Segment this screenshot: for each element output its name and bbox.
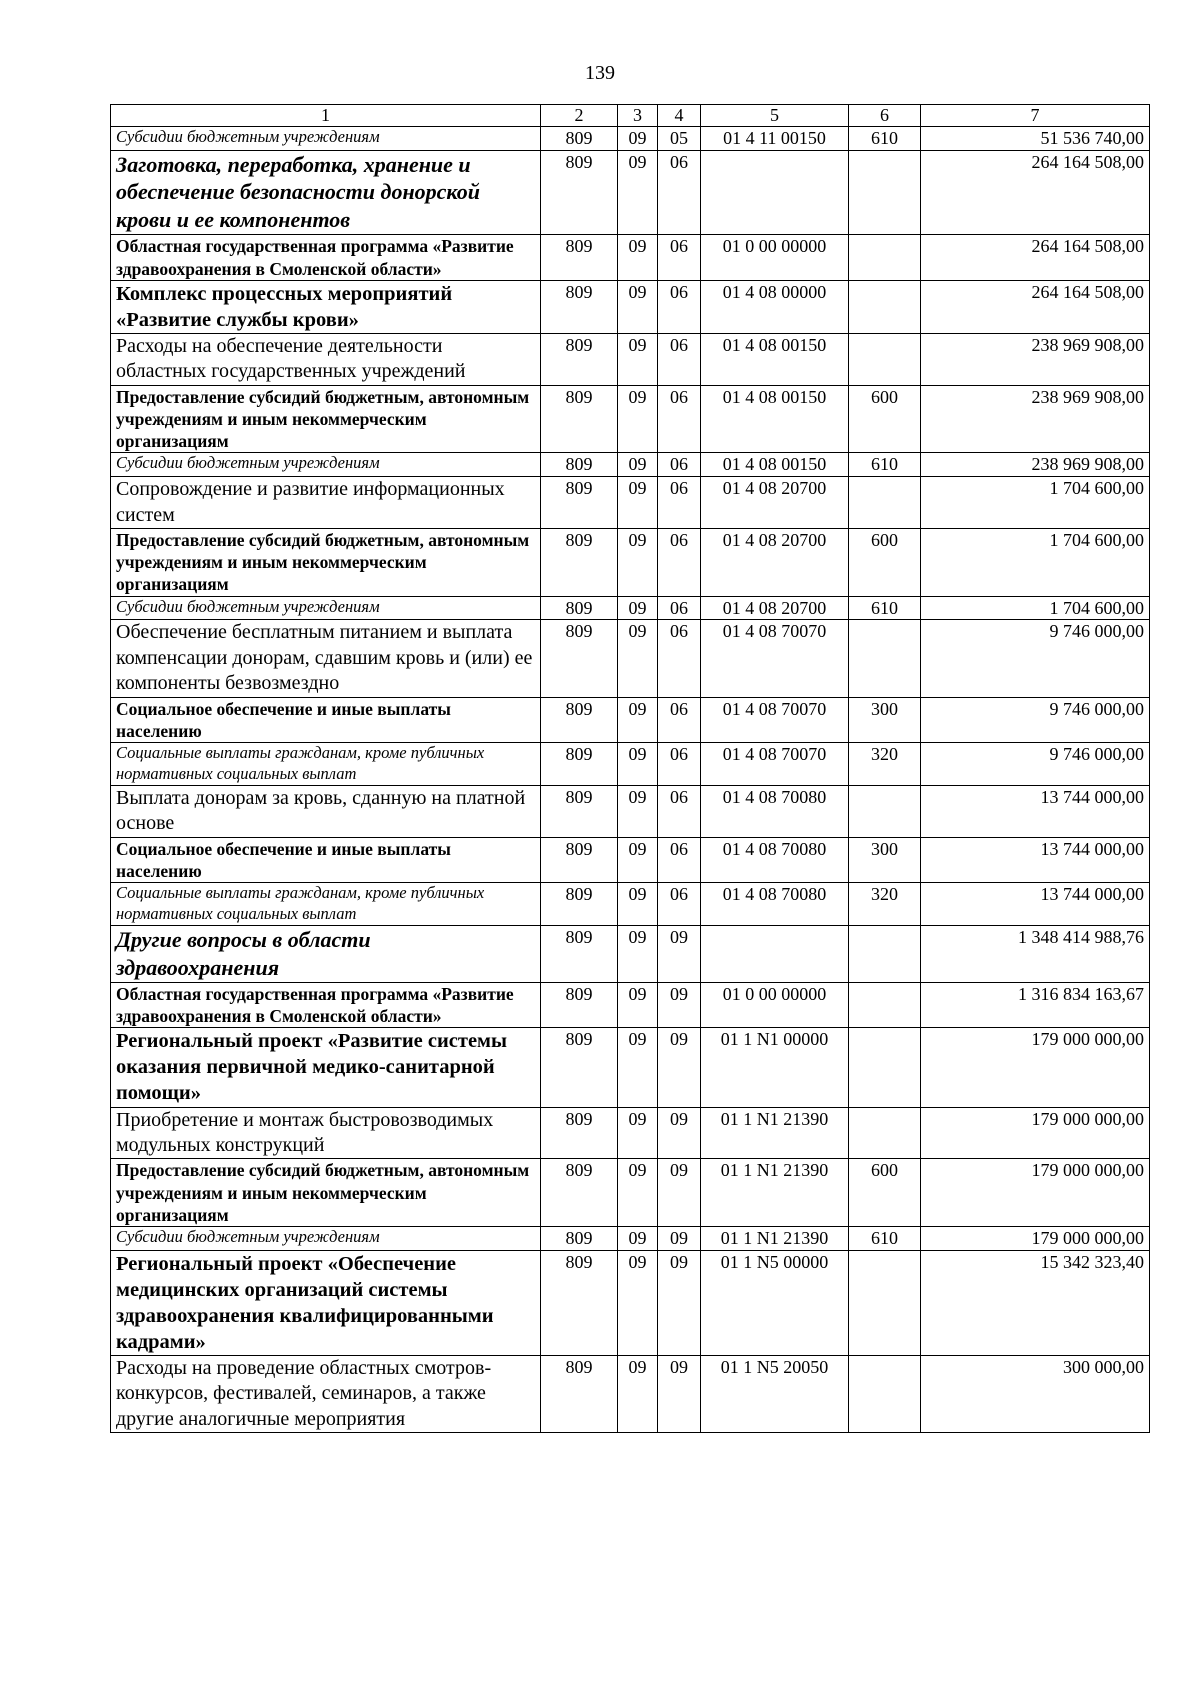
table-row: [111, 477, 1150, 529]
amount-cell: 1 704 600,00: [921, 528, 1150, 596]
item-name-cell: Расходы на проведение областных смотров-конкурсов, фестивалей, семинаров, а также другие аналогичные мероприятия: [111, 1355, 541, 1432]
target-article-cell: 01 1 N5 20050: [701, 1355, 849, 1432]
amount-cell: 13 744 000,00: [921, 837, 1150, 882]
item-name-cell: Другие вопросы в области здравоохранения: [111, 926, 541, 983]
table-row: [111, 1355, 1150, 1432]
item-name-cell: Субсидии бюджетным учреждениям: [111, 453, 541, 477]
section-code-cell: 09: [618, 528, 658, 596]
subsection-code-cell: 06: [658, 150, 701, 235]
target-article-cell: 01 4 08 00150: [701, 385, 849, 453]
section-code-cell: 09: [618, 280, 658, 333]
target-article-cell: 01 4 08 70070: [701, 743, 849, 786]
amount-cell: 9 746 000,00: [921, 620, 1150, 697]
target-article-cell: 01 4 08 70070: [701, 697, 849, 742]
table-row: [111, 333, 1150, 385]
section-code-cell: 09: [618, 477, 658, 529]
ministry-code-cell: 809: [541, 1028, 618, 1107]
ministry-code-cell: 809: [541, 620, 618, 697]
subsection-code-cell: 06: [658, 743, 701, 786]
subsection-code-cell: 09: [658, 926, 701, 983]
table-header-row: [111, 105, 1150, 127]
ministry-code-cell: 809: [541, 385, 618, 453]
table-row: [111, 743, 1150, 786]
expense-type-cell: 600: [849, 1159, 921, 1227]
section-code-cell: 09: [618, 926, 658, 983]
subsection-code-cell: 06: [658, 620, 701, 697]
section-code-cell: 09: [618, 982, 658, 1027]
expense-type-cell: [849, 477, 921, 529]
amount-cell: 1 704 600,00: [921, 477, 1150, 529]
table-body: [111, 105, 1150, 1433]
ministry-code-cell: 809: [541, 333, 618, 385]
expense-type-cell: [849, 280, 921, 333]
table-row: [111, 1107, 1150, 1159]
expense-type-cell: 610: [849, 126, 921, 150]
item-name-cell: Областная государственная программа «Развитие здравоохранения в Смоленской области»: [111, 982, 541, 1027]
target-article-cell: 01 1 N1 21390: [701, 1159, 849, 1227]
target-article-cell: 01 4 11 00150: [701, 126, 849, 150]
expense-type-cell: 600: [849, 528, 921, 596]
section-code-cell: 09: [618, 596, 658, 620]
item-name-cell: Приобретение и монтаж быстровозводимых модульных конструкций: [111, 1107, 541, 1159]
subsection-code-cell: 06: [658, 837, 701, 882]
item-name-cell: Социальные выплаты гражданам, кроме публичных нормативных социальных выплат: [111, 743, 541, 786]
amount-cell: 264 164 508,00: [921, 235, 1150, 280]
subsection-code-cell: 09: [658, 1159, 701, 1227]
column-header: 5: [701, 105, 849, 127]
item-name-cell: Субсидии бюджетным учреждениям: [111, 126, 541, 150]
target-article-cell: 01 4 08 20700: [701, 528, 849, 596]
item-name-cell: Социальные выплаты гражданам, кроме публичных нормативных социальных выплат: [111, 883, 541, 926]
table-row: [111, 982, 1150, 1027]
section-code-cell: 09: [618, 697, 658, 742]
expense-type-cell: 320: [849, 743, 921, 786]
subsection-code-cell: 06: [658, 883, 701, 926]
subsection-code-cell: 09: [658, 1028, 701, 1107]
amount-cell: 238 969 908,00: [921, 453, 1150, 477]
target-article-cell: 01 0 00 00000: [701, 982, 849, 1027]
section-code-cell: 09: [618, 1028, 658, 1107]
target-article-cell: 01 4 08 00150: [701, 453, 849, 477]
item-name-cell: Областная государственная программа «Развитие здравоохранения в Смоленской области»: [111, 235, 541, 280]
target-article-cell: 01 0 00 00000: [701, 235, 849, 280]
subsection-code-cell: 06: [658, 280, 701, 333]
column-header: 2: [541, 105, 618, 127]
section-code-cell: 09: [618, 743, 658, 786]
item-name-cell: Предоставление субсидий бюджетным, автономным учреждениям и иным некоммерческим организациям: [111, 1159, 541, 1227]
amount-cell: 300 000,00: [921, 1355, 1150, 1432]
ministry-code-cell: 809: [541, 785, 618, 837]
expense-type-cell: [849, 620, 921, 697]
item-name-cell: Выплата донорам за кровь, сданную на платной основе: [111, 785, 541, 837]
table-row: [111, 837, 1150, 882]
subsection-code-cell: 06: [658, 333, 701, 385]
ministry-code-cell: 809: [541, 235, 618, 280]
amount-cell: 238 969 908,00: [921, 333, 1150, 385]
expense-type-cell: 610: [849, 453, 921, 477]
subsection-code-cell: 05: [658, 126, 701, 150]
section-code-cell: 09: [618, 883, 658, 926]
item-name-cell: Заготовка, переработка, хранение и обеспечение безопасности донорской крови и ее компонентов: [111, 150, 541, 235]
amount-cell: 264 164 508,00: [921, 280, 1150, 333]
ministry-code-cell: 809: [541, 1107, 618, 1159]
subsection-code-cell: 09: [658, 1250, 701, 1355]
item-name-cell: Расходы на обеспечение деятельности областных государственных учреждений: [111, 333, 541, 385]
expense-type-cell: 300: [849, 697, 921, 742]
amount-cell: 179 000 000,00: [921, 1028, 1150, 1107]
target-article-cell: 01 1 N5 00000: [701, 1250, 849, 1355]
ministry-code-cell: 809: [541, 477, 618, 529]
table-row: [111, 1226, 1150, 1250]
ministry-code-cell: 809: [541, 596, 618, 620]
expense-type-cell: 300: [849, 837, 921, 882]
item-name-cell: Предоставление субсидий бюджетным, автономным учреждениям и иным некоммерческим организациям: [111, 385, 541, 453]
expense-type-cell: [849, 150, 921, 235]
amount-cell: 264 164 508,00: [921, 150, 1150, 235]
target-article-cell: 01 1 N1 00000: [701, 1028, 849, 1107]
item-name-cell: Сопровождение и развитие информационных систем: [111, 477, 541, 529]
section-code-cell: 09: [618, 453, 658, 477]
table-row: [111, 235, 1150, 280]
target-article-cell: [701, 150, 849, 235]
item-name-cell: Региональный проект «Обеспечение медицинских организаций системы здравоохранения квалифицированными кадрами»: [111, 1250, 541, 1355]
ministry-code-cell: 809: [541, 1355, 618, 1432]
expense-type-cell: [849, 235, 921, 280]
expense-type-cell: [849, 1250, 921, 1355]
subsection-code-cell: 09: [658, 1355, 701, 1432]
table-row: [111, 385, 1150, 453]
column-header: 3: [618, 105, 658, 127]
item-name-cell: Социальное обеспечение и иные выплаты населению: [111, 837, 541, 882]
amount-cell: 179 000 000,00: [921, 1226, 1150, 1250]
section-code-cell: 09: [618, 1250, 658, 1355]
amount-cell: 51 536 740,00: [921, 126, 1150, 150]
page-number: 139: [585, 62, 615, 84]
subsection-code-cell: 06: [658, 528, 701, 596]
table-row: [111, 453, 1150, 477]
target-article-cell: 01 4 08 70080: [701, 837, 849, 882]
item-name-cell: Социальное обеспечение и иные выплаты населению: [111, 697, 541, 742]
item-name-cell: Региональный проект «Развитие системы оказания первичной медико-санитарной помощи»: [111, 1028, 541, 1107]
subsection-code-cell: 06: [658, 785, 701, 837]
section-code-cell: 09: [618, 1355, 658, 1432]
amount-cell: 9 746 000,00: [921, 743, 1150, 786]
section-code-cell: 09: [618, 1159, 658, 1227]
ministry-code-cell: 809: [541, 743, 618, 786]
target-article-cell: 01 4 08 20700: [701, 596, 849, 620]
item-name-cell: Субсидии бюджетным учреждениям: [111, 1226, 541, 1250]
expense-type-cell: 320: [849, 883, 921, 926]
target-article-cell: 01 1 N1 21390: [701, 1226, 849, 1250]
table-row: [111, 785, 1150, 837]
section-code-cell: 09: [618, 333, 658, 385]
subsection-code-cell: 09: [658, 982, 701, 1027]
target-article-cell: 01 4 08 00000: [701, 280, 849, 333]
table-row: [111, 150, 1150, 235]
ministry-code-cell: 809: [541, 126, 618, 150]
ministry-code-cell: 809: [541, 150, 618, 235]
column-header: 7: [921, 105, 1150, 127]
subsection-code-cell: 09: [658, 1226, 701, 1250]
table-row: [111, 596, 1150, 620]
table-row: [111, 1250, 1150, 1355]
table-row: [111, 926, 1150, 983]
ministry-code-cell: 809: [541, 982, 618, 1027]
expense-type-cell: [849, 926, 921, 983]
target-article-cell: 01 4 08 20700: [701, 477, 849, 529]
subsection-code-cell: 06: [658, 453, 701, 477]
column-header: 6: [849, 105, 921, 127]
item-name-cell: Обеспечение бесплатным питанием и выплата компенсации донорам, сдавшим кровь и (или) ее компоненты безвозмездно: [111, 620, 541, 697]
amount-cell: 179 000 000,00: [921, 1107, 1150, 1159]
section-code-cell: 09: [618, 150, 658, 235]
ministry-code-cell: 809: [541, 697, 618, 742]
expense-type-cell: [849, 333, 921, 385]
amount-cell: 13 744 000,00: [921, 785, 1150, 837]
column-header: 4: [658, 105, 701, 127]
amount-cell: 1 704 600,00: [921, 596, 1150, 620]
section-code-cell: 09: [618, 126, 658, 150]
ministry-code-cell: 809: [541, 837, 618, 882]
expense-type-cell: [849, 785, 921, 837]
amount-cell: 179 000 000,00: [921, 1159, 1150, 1227]
amount-cell: 15 342 323,40: [921, 1250, 1150, 1355]
section-code-cell: 09: [618, 1226, 658, 1250]
amount-cell: 1 348 414 988,76: [921, 926, 1150, 983]
section-code-cell: 09: [618, 1107, 658, 1159]
table-row: [111, 126, 1150, 150]
table-row: [111, 883, 1150, 926]
budget-table: [110, 104, 1150, 1433]
table-row: [111, 528, 1150, 596]
table-row: [111, 1159, 1150, 1227]
target-article-cell: 01 4 08 70070: [701, 620, 849, 697]
section-code-cell: 09: [618, 235, 658, 280]
expense-type-cell: 610: [849, 1226, 921, 1250]
column-header: 1: [111, 105, 541, 127]
target-article-cell: 01 1 N1 21390: [701, 1107, 849, 1159]
expense-type-cell: [849, 982, 921, 1027]
expense-type-cell: [849, 1107, 921, 1159]
subsection-code-cell: 06: [658, 477, 701, 529]
section-code-cell: 09: [618, 837, 658, 882]
ministry-code-cell: 809: [541, 926, 618, 983]
subsection-code-cell: 09: [658, 1107, 701, 1159]
section-code-cell: 09: [618, 620, 658, 697]
ministry-code-cell: 809: [541, 1159, 618, 1227]
section-code-cell: 09: [618, 385, 658, 453]
table-row: [111, 697, 1150, 742]
amount-cell: 238 969 908,00: [921, 385, 1150, 453]
table-row: [111, 1028, 1150, 1107]
item-name-cell: Предоставление субсидий бюджетным, автономным учреждениям и иным некоммерческим организациям: [111, 528, 541, 596]
section-code-cell: 09: [618, 785, 658, 837]
target-article-cell: 01 4 08 00150: [701, 333, 849, 385]
subsection-code-cell: 06: [658, 697, 701, 742]
target-article-cell: [701, 926, 849, 983]
item-name-cell: Субсидии бюджетным учреждениям: [111, 596, 541, 620]
expense-type-cell: 610: [849, 596, 921, 620]
ministry-code-cell: 809: [541, 1226, 618, 1250]
expense-type-cell: 600: [849, 385, 921, 453]
ministry-code-cell: 809: [541, 453, 618, 477]
item-name-cell: Комплекс процессных мероприятий «Развитие службы крови»: [111, 280, 541, 333]
ministry-code-cell: 809: [541, 1250, 618, 1355]
amount-cell: 9 746 000,00: [921, 697, 1150, 742]
subsection-code-cell: 06: [658, 235, 701, 280]
expense-type-cell: [849, 1028, 921, 1107]
table-row: [111, 280, 1150, 333]
subsection-code-cell: 06: [658, 385, 701, 453]
ministry-code-cell: 809: [541, 528, 618, 596]
expense-type-cell: [849, 1355, 921, 1432]
ministry-code-cell: 809: [541, 280, 618, 333]
target-article-cell: 01 4 08 70080: [701, 785, 849, 837]
amount-cell: 1 316 834 163,67: [921, 982, 1150, 1027]
subsection-code-cell: 06: [658, 596, 701, 620]
ministry-code-cell: 809: [541, 883, 618, 926]
target-article-cell: 01 4 08 70080: [701, 883, 849, 926]
amount-cell: 13 744 000,00: [921, 883, 1150, 926]
table-row: [111, 620, 1150, 697]
